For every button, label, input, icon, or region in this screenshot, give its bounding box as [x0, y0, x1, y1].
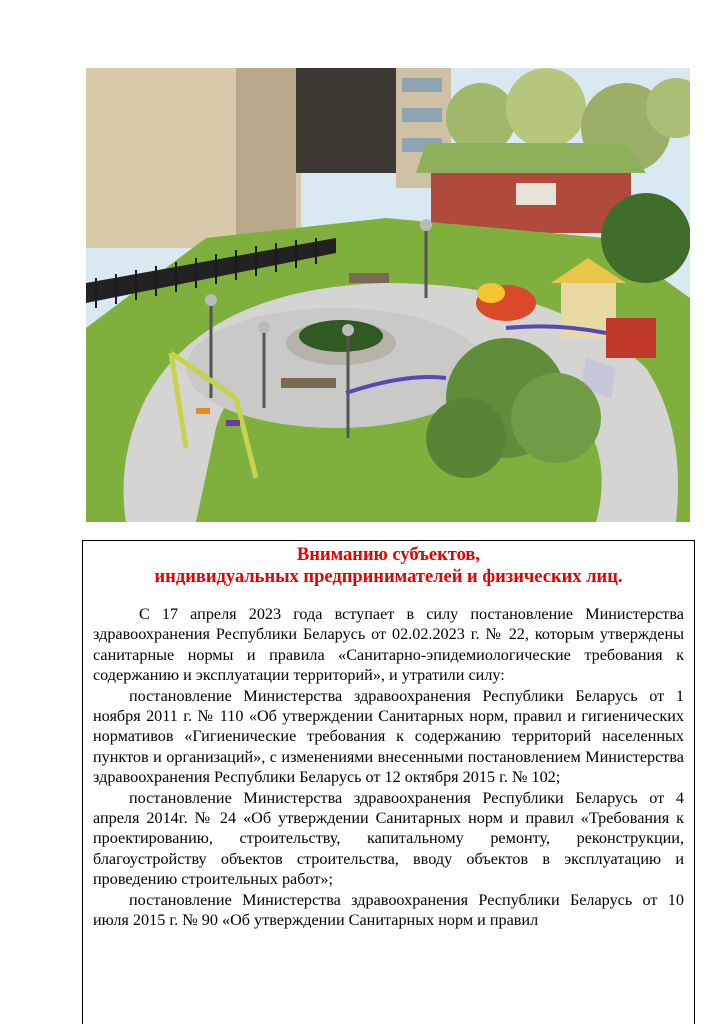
paragraph: постановление Министерства здравоохранения Республики Беларусь от 4 апреля 2014г. № 24 «Об утверждении Санитарных норм и правил «Требования к проектированию, строительству, капитальному ремонту, реконструкции, благоустройству объектов строительства, вводу объектов в эксплуатацию и проведению строительных работ»; — [93, 788, 684, 889]
notice-box — [82, 540, 695, 1024]
playground-scene — [86, 68, 690, 522]
heading-line-2: индивидуальных предпринимателей и физических лиц. — [154, 567, 623, 587]
playground-illustration — [86, 68, 690, 522]
bench — [281, 378, 336, 388]
paragraph: С 17 апреля 2023 года вступает в силу постановление Министерства здравоохранения Республики Беларусь от 02.02.2023 г. № 22, которым утверждены санитарные нормы и правила «Санитарно-эпидемиологические требования к содержанию и эксплуатации территорий», и утратили силу: — [93, 605, 684, 685]
heading-line-1: Вниманию субъектов, — [296, 545, 481, 565]
bench — [349, 273, 389, 283]
house-roof — [416, 143, 646, 173]
paragraph: постановление Министерства здравоохранения Республики Беларусь от 10 июля 2015 г. № 90 «Об утверждении Санитарных норм и правил — [93, 890, 684, 930]
notice-heading — [93, 544, 684, 588]
notice-body — [93, 604, 684, 931]
paragraph: постановление Министерства здравоохранения Республики Беларусь от 1 ноября 2011 г. № 110 «Об утверждении Санитарных норм, правил и гигиенических нормативов «Гигиенические требования к содержанию территорий населенных пунктов и организаций», с изменениями внесенными постановлением Министерства здравоохранения Республики Беларусь от 12 октября 2015 г. № 102; — [93, 686, 684, 787]
